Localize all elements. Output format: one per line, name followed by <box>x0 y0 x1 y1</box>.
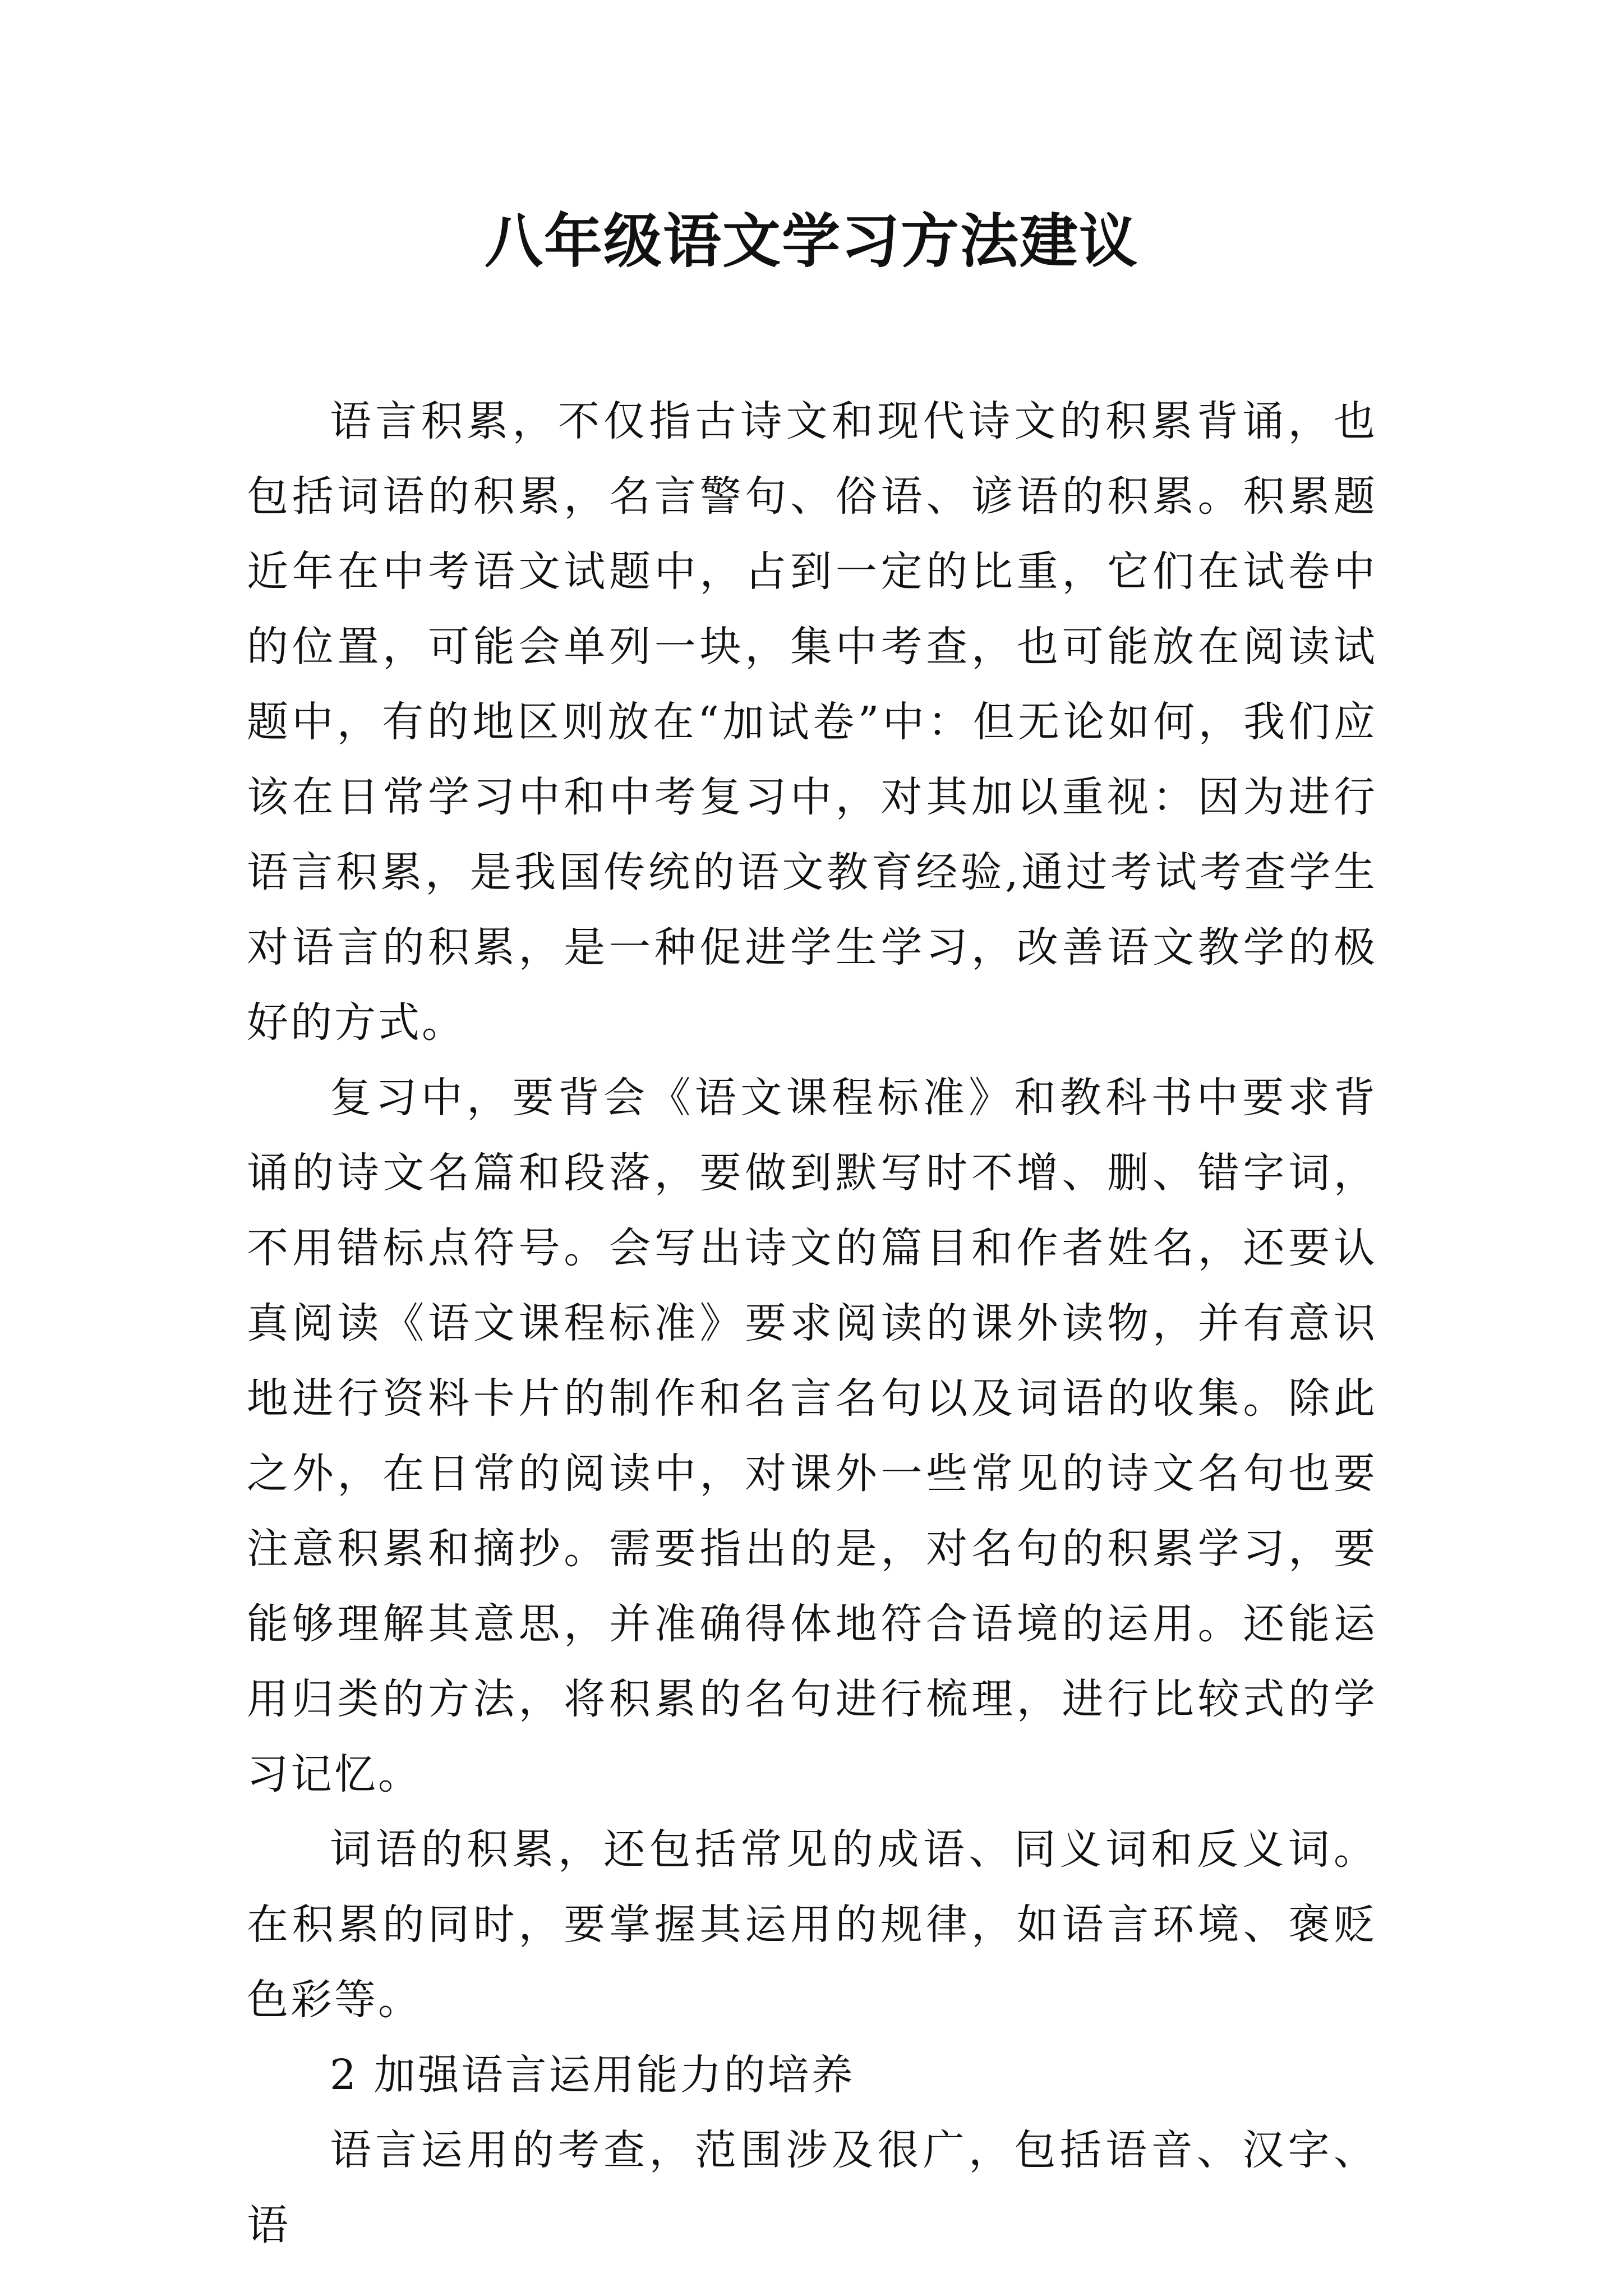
section-heading-language-use: 2 加强语言运用能力的培养 <box>330 2051 855 2099</box>
document-body <box>247 384 1377 2263</box>
document-title: 八年级语文学习方法建议 <box>484 207 1138 275</box>
paragraph-vocabulary-accumulation: 词语的积累，还包括常见的成语、同义词和反义词。在积累的同时，要掌握其运用的规律，如语言环境、褒贬色彩等。 <box>247 1825 1377 2024</box>
paragraph-review-recitation: 复习中，要背会《语文课程标准》和教科书中要求背诵的诗文名篇和段落，要做到默写时不增、删、错字词，不用错标点符号。会写出诗文的篇目和作者姓名，还要认真阅读《语文课程标准》要求阅读的课外读物，并有意识地进行资料卡片的制作和名言名句以及词语的收集。除此之外，在日常的阅读中，对课外一些常见的诗文名句也要注意积累和摘抄。需要指出的是，对名句的积累学习，要能够理解其意思，并准确得体地符合语境的运用。还能运用归类的方法，将积累的名句进行梳理，进行比较式的学习记忆。 <box>247 1074 1377 1798</box>
paragraph-language-use-scope: 语言运用的考查，范围涉及很广，包括语音、汉字、语 <box>247 2126 1377 2249</box>
paragraph-language-accumulation: 语言积累，不仅指古诗文和现代诗文的积累背诵，也包括词语的积累，名言警句、俗语、谚语的积累。积累题近年在中考语文试题中，占到一定的比重，它们在试卷中的位置，可能会单列一块，集中考查，也可能放在阅读试题中，有的地区则放在“加试卷”中：但无论如何，我们应该在日常学习中和中考复习中，对其加以重视：因为进行语言积累，是我国传统的语文教育经验,通过考试考查学生对语言的积累，是一种促进学生学习，改善语文教学的极好的方式。 <box>247 397 1377 1047</box>
